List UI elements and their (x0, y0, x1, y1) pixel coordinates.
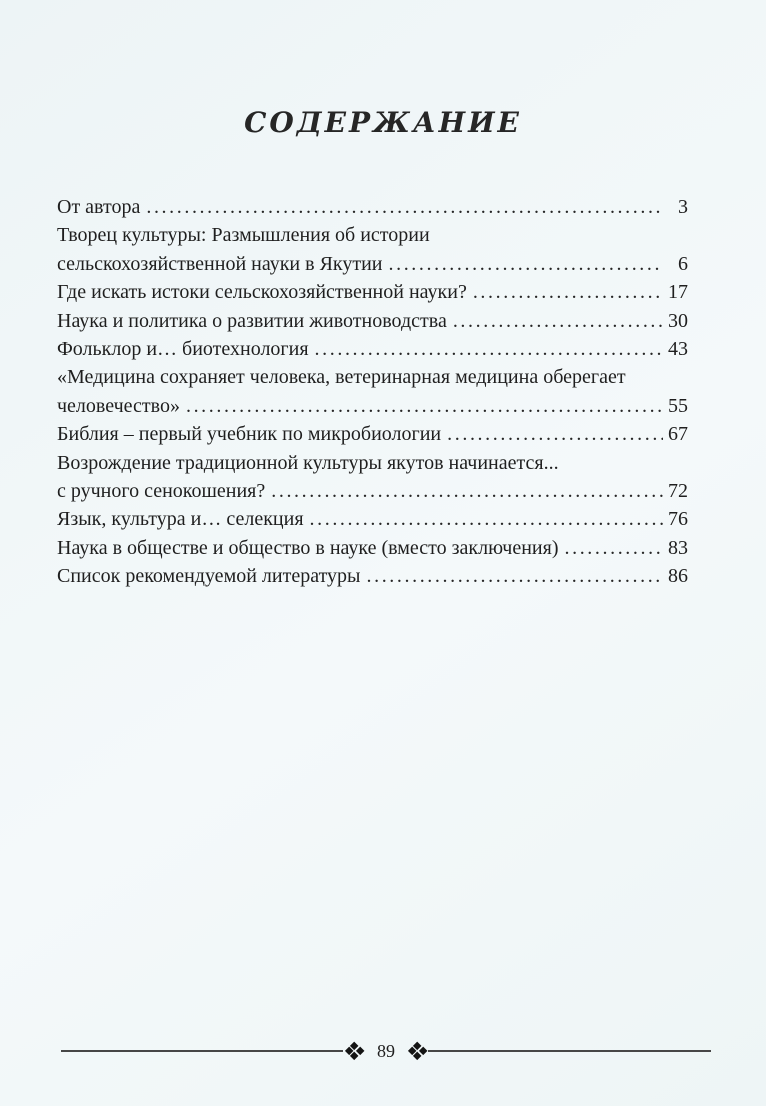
toc-entry-line (57, 310, 688, 338)
toc-entry-title: Фольклор и… биотехнология (57, 337, 309, 360)
toc-entry-title: Наука в обществе и общество в науке (вместо заключения) (57, 536, 559, 559)
dot-leader (271, 480, 663, 508)
dot-leader (453, 310, 663, 338)
toc-entry-title: Где искать истоки сельскохозяйственной науки? (57, 281, 467, 304)
toc-entry-title: «Медицина сохраняет человека, ветеринарная медицина оберегает (57, 366, 626, 389)
dot-leader (310, 508, 663, 536)
toc-entry-title: Список рекомендуемой литературы (57, 565, 361, 588)
dot-leader (447, 423, 663, 451)
toc-entry-line (57, 196, 688, 224)
dot-leader (186, 395, 663, 423)
diamond-ornament-icon (409, 1043, 426, 1060)
toc-entry-title: человечество» (57, 394, 180, 417)
page-title: СОДЕРЖАНИЕ (244, 106, 522, 139)
dot-leader (315, 338, 663, 366)
toc-entry-title: Возрождение традиционной культуры якутов начинается... (57, 451, 559, 474)
toc-entry-title: Наука и политика о развитии животноводства (57, 309, 447, 332)
toc-entry-page-number: 6 (678, 252, 688, 275)
toc-entry-line (57, 480, 688, 508)
toc-entry-page-number: 72 (668, 479, 688, 502)
dot-leader (146, 196, 663, 224)
toc-entry-title: сельскохозяйственной науки в Якутии (57, 252, 383, 275)
diamond-ornament-icon (346, 1043, 363, 1060)
footer-page-number: 89 (377, 1040, 395, 1061)
toc-entry-line (57, 224, 688, 252)
toc-entry-line (57, 338, 688, 366)
toc-entry-title: с ручного сенокошения? (57, 479, 266, 502)
toc-entry-title: От автора (57, 196, 141, 218)
toc-entry-line (57, 452, 688, 480)
toc-entry-line (57, 281, 688, 309)
dot-leader (473, 281, 663, 309)
toc-entry-page-number: 43 (668, 337, 688, 360)
toc-entry-line (57, 395, 688, 423)
footer-rule-left (61, 1050, 343, 1052)
page-footer (61, 1038, 711, 1064)
toc-entry-page-number: 86 (668, 565, 688, 588)
toc-entry-title: Творец культуры: Размышления об истории (57, 224, 430, 247)
toc-entry-title: Библия – первый учебник по микробиологии (57, 423, 442, 446)
table-of-contents (57, 196, 688, 593)
dot-leader (389, 253, 664, 281)
toc-entry-page-number: 30 (668, 309, 688, 332)
toc-entry-title: Язык, культура и… селекция (57, 508, 304, 531)
toc-entry-line (57, 423, 688, 451)
toc-entry-line (57, 565, 688, 593)
toc-entry-page-number: 3 (678, 196, 688, 218)
toc-entry-line (57, 253, 688, 281)
toc-entry-line (57, 508, 688, 536)
toc-entry-page-number: 76 (668, 508, 688, 531)
dot-leader (367, 565, 664, 593)
toc-entry-line (57, 366, 688, 394)
toc-entry-page-number: 17 (668, 281, 688, 304)
toc-entry-page-number: 55 (668, 394, 688, 417)
toc-entry-page-number: 67 (668, 423, 688, 446)
toc-entry-page-number: 83 (668, 536, 688, 559)
footer-rule-right (428, 1050, 711, 1052)
toc-entry-line (57, 537, 688, 565)
dot-leader (565, 537, 664, 565)
